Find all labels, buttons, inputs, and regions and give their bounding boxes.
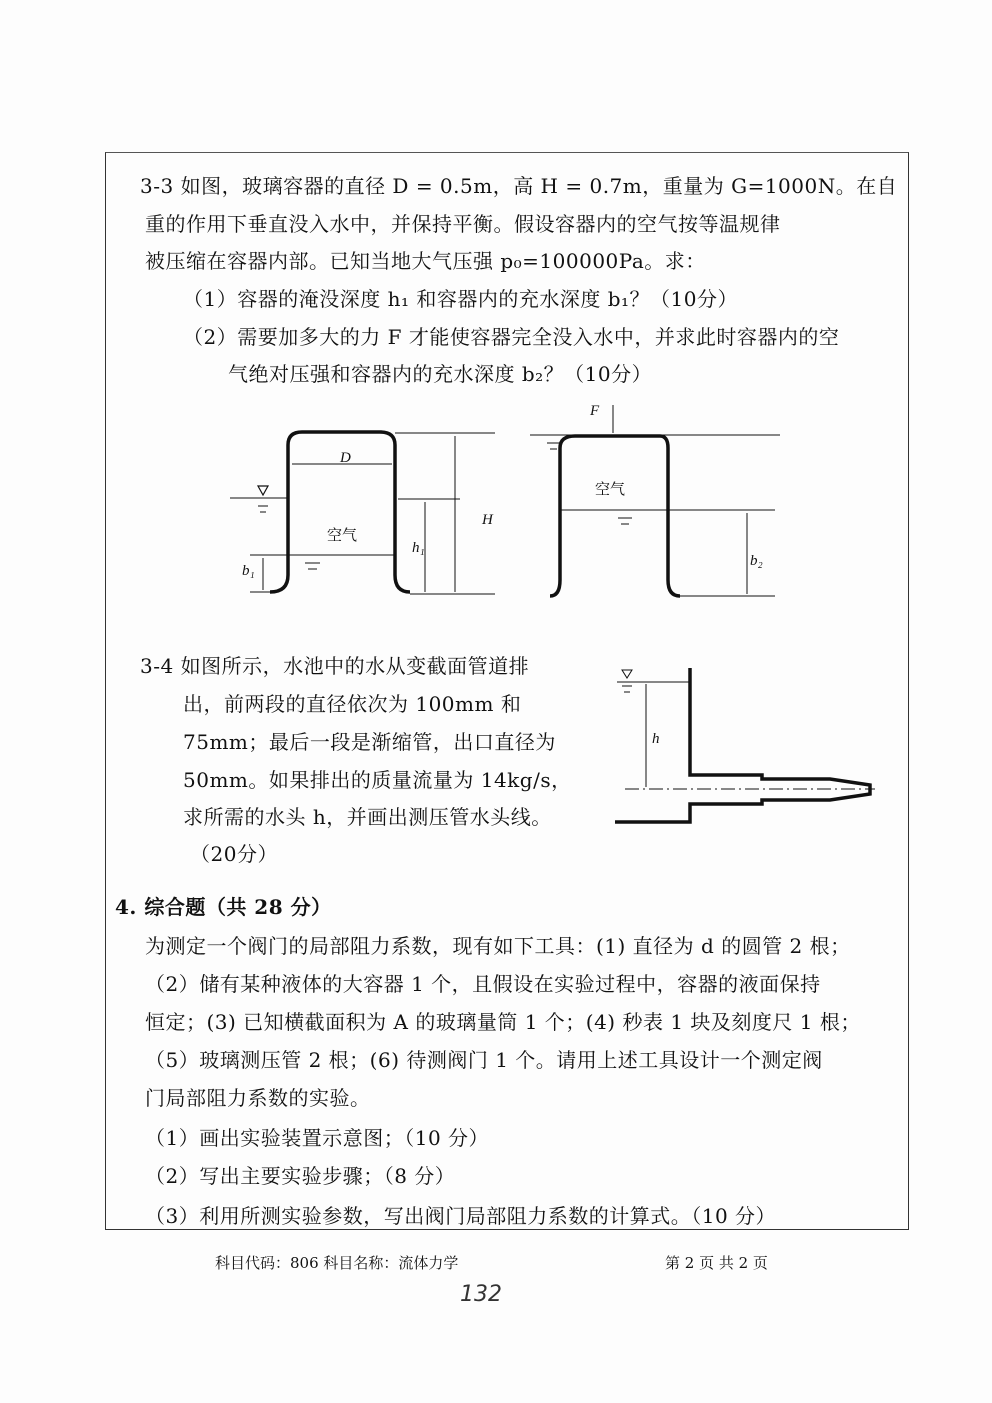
label-b1: b₁ [242, 563, 255, 579]
q33-line: （1）容器的淹没深度 h₁ 和容器内的充水深度 b₁？（10分） [183, 287, 738, 311]
q34-line: 3-4 如图所示，水池中的水从变截面管道排 [140, 654, 530, 678]
footer-page: 第 2 页 共 2 页 [665, 1254, 768, 1272]
q4-line: （1）画出实验装置示意图；（10 分） [145, 1126, 490, 1150]
q33-line: 被压缩在容器内部。已知当地大气压强 p₀=100000Pa。求： [145, 249, 706, 273]
q34-line: （20分） [190, 842, 278, 866]
label-h: h [652, 731, 660, 747]
label-b2: b₂ [750, 553, 763, 569]
q34-line: 50mm。如果排出的质量流量为 14kg/s， [183, 768, 572, 792]
label-air: 空气 [327, 528, 358, 544]
label-air: 空气 [595, 482, 626, 498]
q34-pipe-figure [600, 660, 890, 830]
q4-title: 4. 综合题（共 28 分） [115, 895, 332, 919]
label-h1: h₁ [412, 540, 425, 556]
label-F: F [590, 403, 600, 419]
q33-line: 重的作用下垂直没入水中，并保持平衡。假设容器内的空气按等温规律 [145, 212, 781, 236]
q4-line: （2）储有某种液体的大容器 1 个，且假设在实验过程中，容器的液面保持 [145, 972, 821, 996]
q33-line: （2）需要加多大的力 F 才能使容器完全没入水中，并求此时容器内的空 [183, 325, 840, 349]
q33-line: 气绝对压强和容器内的充水深度 b₂？（10分） [228, 362, 653, 386]
q33-figure [220, 400, 800, 610]
q4-line: 为测定一个阀门的局部阻力系数，现有如下工具：(1) 直径为 d 的圆管 2 根； [145, 934, 851, 958]
q4-line: （3）利用所测实验参数，写出阀门局部阻力系数的计算式。（10 分） [145, 1204, 777, 1228]
q34-line: 出，前两段的直径依次为 100mm 和 [183, 692, 522, 716]
q34-line: 75mm；最后一段是渐缩管，出口直径为 [183, 730, 556, 754]
q4-line: 门局部阻力系数的实验。 [145, 1086, 371, 1110]
container-submerged [530, 405, 780, 596]
footer-subject: 科目代码：806 科目名称：流体力学 [215, 1254, 459, 1272]
container-floating [230, 432, 495, 594]
handwritten-number: 132 [460, 1282, 502, 1307]
q34-line: 求所需的水头 h，并画出测压管水头线。 [183, 805, 552, 829]
q4-line: （5）玻璃测压管 2 根；(6) 待测阀门 1 个。请用上述工具设计一个测定阀 [145, 1048, 823, 1072]
label-H: H [482, 512, 493, 528]
q33-line: 3-3 如图，玻璃容器的直径 D = 0.5m，高 H = 0.7m，重量为 G=1000N。在自 [140, 174, 898, 198]
label-D: D [340, 450, 351, 466]
q4-line: 恒定；(3) 已知横截面积为 A 的玻璃量筒 1 个；(4) 秒表 1 块及刻度尺 1 根； [145, 1010, 861, 1034]
q4-line: （2）写出主要实验步骤；（8 分） [145, 1164, 456, 1188]
